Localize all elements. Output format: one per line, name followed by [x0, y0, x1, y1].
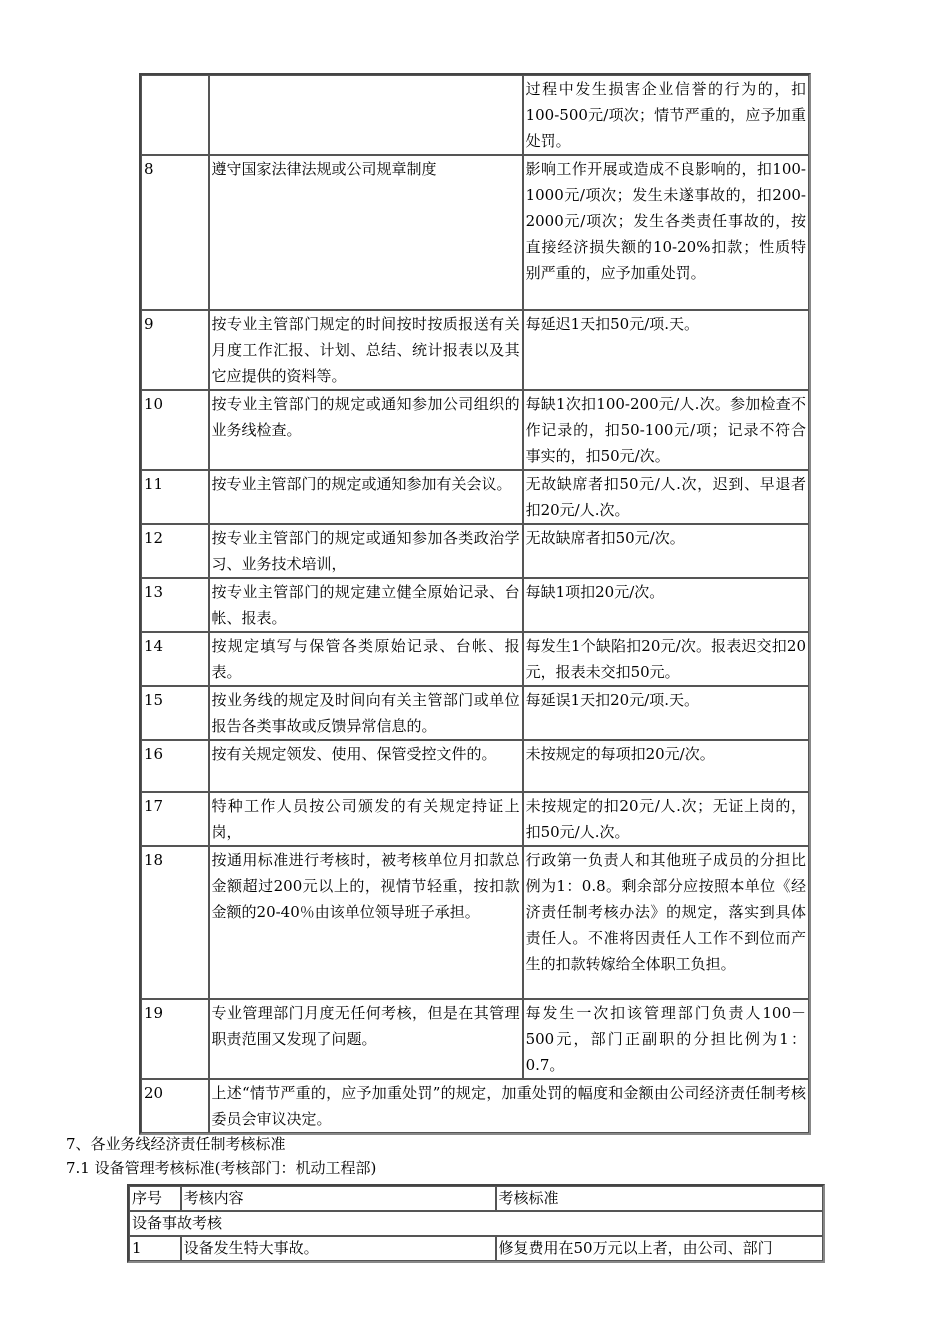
row-content: 遵守国家法律法规或公司规章制度: [209, 155, 523, 310]
header-content: 考核内容: [181, 1186, 496, 1211]
row-content: 按专业主管部门的规定建立健全原始记录、台帐、报表。: [209, 578, 523, 632]
row-content: 按专业主管部门规定的时间按时按质报送有关月度工作汇报、计划、总结、统计报表以及其它应提供的资料等。: [209, 310, 523, 390]
table-row: [141, 470, 809, 524]
row-standard: 未按规定的每项扣20元/次。: [523, 740, 809, 792]
row-standard: 未按规定的扣20元/人.次；无证上岗的，扣50元/人.次。: [523, 792, 809, 846]
row-number: 1: [129, 1236, 181, 1261]
group-row: [129, 1211, 823, 1236]
row-standard: 每延迟1天扣50元/项.天。: [523, 310, 809, 390]
row-number: 12: [141, 524, 209, 578]
table-row: [141, 524, 809, 578]
row-standard: 过程中发生损害企业信誉的行为的，扣100-500元/项次；情节严重的，应予加重处罚。: [523, 75, 809, 155]
row-standard: 行政第一负责人和其他班子成员的分担比例为1：0.8。剩余部分应按照本单位《经济责任制考核办法》的规定，落实到具体责任人。不准将因责任人工作不到位而产生的扣款转嫁给全体职工负担。: [523, 846, 809, 999]
table-row: [141, 390, 809, 470]
row-content: 按业务线的规定及时间向有关主管部门或单位报告各类事故或反馈异常信息的。: [209, 686, 523, 740]
row-standard: 每发生1个缺陷扣20元/次。报表迟交扣20元，报表未交扣50元。: [523, 632, 809, 686]
row-number: 9: [141, 310, 209, 390]
table-row: [141, 999, 809, 1079]
row-content: 按专业主管部门的规定或通知参加有关会议。: [209, 470, 523, 524]
row-number: 17: [141, 792, 209, 846]
row-content: 设备发生特大事故。: [181, 1236, 496, 1261]
row-number: 8: [141, 155, 209, 310]
row-content: [209, 75, 523, 155]
row-standard: 每延误1天扣20元/项.天。: [523, 686, 809, 740]
row-standard: 每缺1项扣20元/次。: [523, 578, 809, 632]
row-standard: 每发生一次扣该管理部门负责人100－500元，部门正副职的分担比例为1：0.7。: [523, 999, 809, 1079]
table-row: [141, 686, 809, 740]
table-header-row: [129, 1186, 823, 1211]
assessment-table: [139, 73, 811, 1135]
section-7-heading: 7、各业务线经济责任制考核标准: [66, 1135, 286, 1153]
table-row: [141, 578, 809, 632]
table-row: [141, 632, 809, 686]
table-row: [141, 846, 809, 999]
group-label: 设备事故考核: [129, 1211, 823, 1236]
table-row: [141, 75, 809, 155]
table-row: [141, 792, 809, 846]
row-standard: 影响工作开展或造成不良影响的，扣100-1000元/项次；发生未遂事故的，扣200-2000元/项次；发生各类责任事故的，按直接经济损失额的10-20%扣款；性质特别严重的，应予加重处罚。: [523, 155, 809, 310]
equipment-assessment-table: [127, 1184, 825, 1263]
table-row: [129, 1236, 823, 1261]
row-number: 18: [141, 846, 209, 999]
row-number: 10: [141, 390, 209, 470]
header-no: 序号: [129, 1186, 181, 1211]
row-standard: 修复费用在50万元以上者，由公司、部门: [496, 1236, 823, 1261]
table-row: [141, 1079, 809, 1133]
row-standard: 每缺1次扣100-200元/人.次。参加检查不作记录的，扣50-100元/项；记录不符合事实的，扣50元/次。: [523, 390, 809, 470]
table-row: [141, 155, 809, 310]
row-content: 按规定填写与保管各类原始记录、台帐、报表。: [209, 632, 523, 686]
row-merged-text: 上述“情节严重的，应予加重处罚”的规定，加重处罚的幅度和金额由公司经济责任制考核委员会审议决定。: [209, 1079, 809, 1133]
row-number: 14: [141, 632, 209, 686]
row-standard: 无故缺席者扣50元/次。: [523, 524, 809, 578]
row-content: 特种工作人员按公司颁发的有关规定持证上岗，: [209, 792, 523, 846]
table-row: [141, 310, 809, 390]
row-number: 20: [141, 1079, 209, 1133]
row-number: 16: [141, 740, 209, 792]
row-number: 11: [141, 470, 209, 524]
row-content: 按专业主管部门的规定或通知参加公司组织的业务线检查。: [209, 390, 523, 470]
row-content: 专业管理部门月度无任何考核，但是在其管理职责范围又发现了问题。: [209, 999, 523, 1079]
row-content: 按有关规定领发、使用、保管受控文件的。: [209, 740, 523, 792]
row-content: 按通用标准进行考核时，被考核单位月扣款总金额超过200元以上的，视情节轻重，按扣款金额的20-40％由该单位领导班子承担。: [209, 846, 523, 999]
row-number: [141, 75, 209, 155]
row-number: 19: [141, 999, 209, 1079]
header-standard: 考核标准: [496, 1186, 823, 1211]
row-content: 按专业主管部门的规定或通知参加各类政治学习、业务技术培训，: [209, 524, 523, 578]
section-7-1-heading: 7.1 设备管理考核标准(考核部门：机动工程部): [66, 1159, 377, 1177]
row-number: 15: [141, 686, 209, 740]
row-number: 13: [141, 578, 209, 632]
table-row: [141, 740, 809, 792]
row-standard: 无故缺席者扣50元/人.次，迟到、早退者扣20元/人.次。: [523, 470, 809, 524]
